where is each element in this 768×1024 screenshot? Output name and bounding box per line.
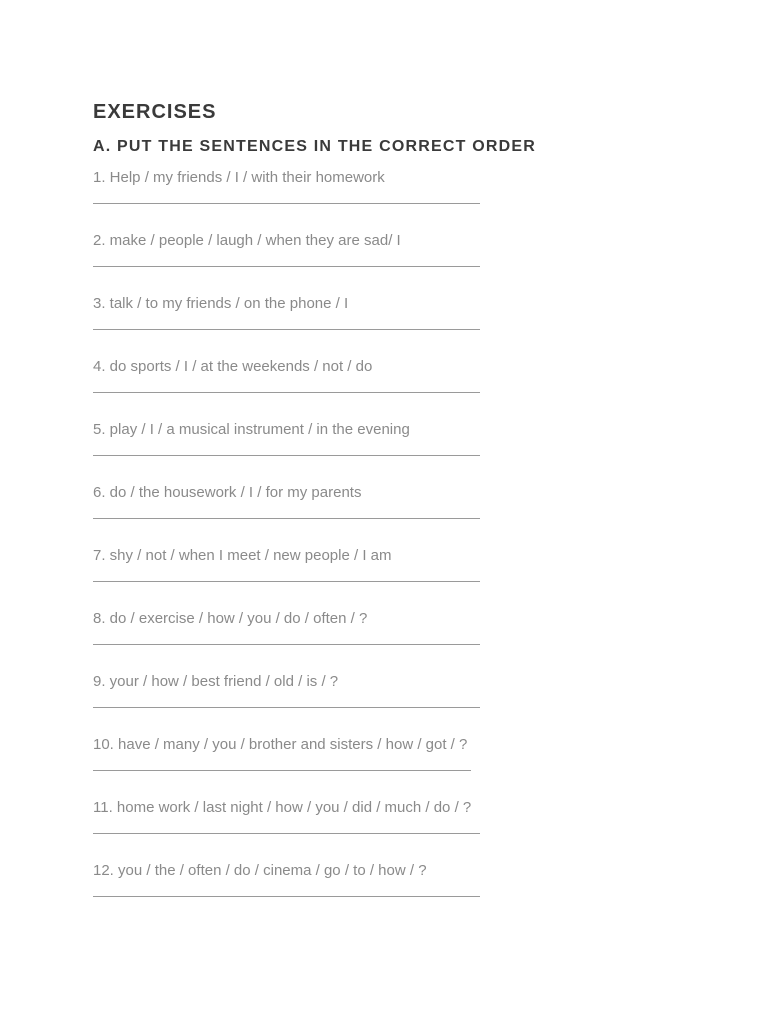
exercise-prompt: 4. do sports / I / at the weekends / not / do bbox=[93, 358, 373, 375]
exercise-prompt: 8. do / exercise / how / you / do / often / ? bbox=[93, 610, 368, 627]
exercise-prompt: 11. home work / last night / how / you / did / much / do / ? bbox=[93, 799, 472, 816]
answer-line[interactable] bbox=[93, 581, 480, 582]
exercise-item bbox=[93, 358, 693, 421]
exercise-item bbox=[93, 736, 693, 799]
exercise-item bbox=[93, 862, 693, 925]
answer-line[interactable] bbox=[93, 203, 480, 204]
exercise-prompt: 5. play / I / a musical instrument / in the evening bbox=[93, 421, 410, 438]
page-title: EXERCISES bbox=[93, 101, 217, 123]
answer-line[interactable] bbox=[93, 518, 480, 519]
exercise-item bbox=[93, 421, 693, 484]
exercise-prompt: 12. you / the / often / do / cinema / go / to / how / ? bbox=[93, 862, 427, 879]
exercise-item bbox=[93, 484, 693, 547]
exercise-prompt: 6. do / the housework / I / for my parents bbox=[93, 484, 362, 501]
exercise-prompt: 10. have / many / you / brother and sisters / how / got / ? bbox=[93, 736, 468, 753]
answer-line[interactable] bbox=[93, 896, 480, 897]
exercise-prompt: 2. make / people / laugh / when they are sad/ I bbox=[93, 232, 401, 249]
exercise-item bbox=[93, 232, 693, 295]
exercise-item bbox=[93, 799, 693, 862]
answer-line[interactable] bbox=[93, 329, 480, 330]
exercise-prompt: 3. talk / to my friends / on the phone / I bbox=[93, 295, 349, 312]
exercise-item bbox=[93, 169, 693, 232]
exercise-item bbox=[93, 547, 693, 610]
exercise-prompt: 7. shy / not / when I meet / new people / I am bbox=[93, 547, 392, 564]
worksheet-page bbox=[93, 100, 693, 879]
answer-line[interactable] bbox=[93, 644, 480, 645]
answer-line[interactable] bbox=[93, 707, 480, 708]
exercise-item bbox=[93, 295, 693, 358]
section-title: A. PUT THE SENTENCES IN THE CORRECT ORDER bbox=[93, 138, 537, 155]
exercise-item bbox=[93, 610, 693, 673]
answer-line[interactable] bbox=[93, 266, 480, 267]
answer-line[interactable] bbox=[93, 833, 480, 834]
answer-line[interactable] bbox=[93, 392, 480, 393]
answer-line[interactable] bbox=[93, 455, 480, 456]
exercise-prompt: 9. your / how / best friend / old / is / ? bbox=[93, 673, 339, 690]
answer-line[interactable] bbox=[93, 770, 471, 771]
exercise-prompt: 1. Help / my friends / I / with their homework bbox=[93, 169, 385, 186]
exercise-item bbox=[93, 673, 693, 736]
